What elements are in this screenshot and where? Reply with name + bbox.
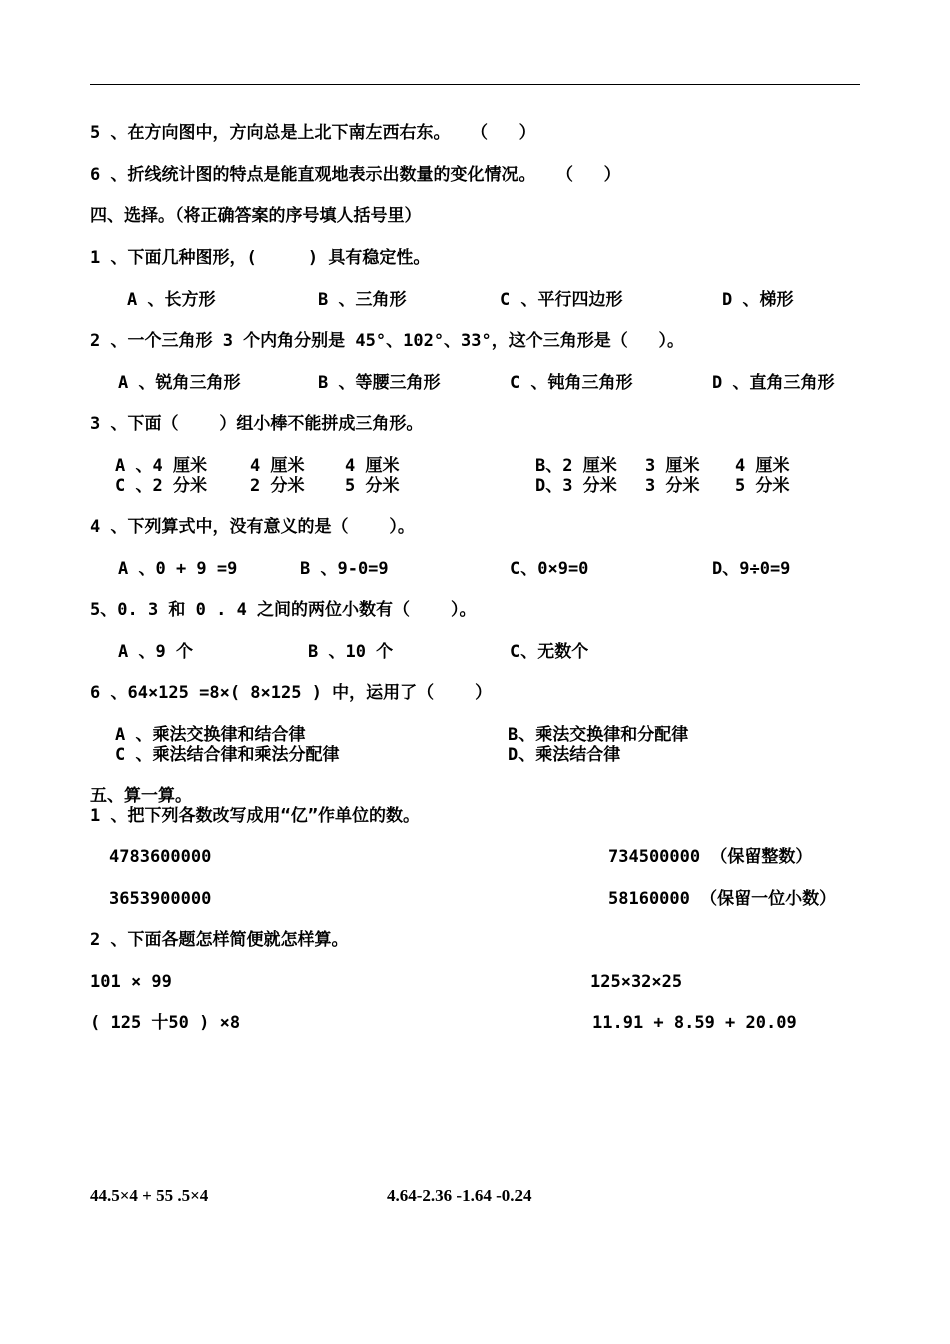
calc-question-1: 1 、把下列各数改写成用“亿”作单位的数。: [90, 806, 420, 826]
mc5-option-c: C、无数个: [510, 642, 589, 662]
mc1-option-a: A 、长方形: [127, 290, 216, 310]
mc2-option-d: D 、直角三角形: [712, 373, 835, 393]
mc-question-2: 2 、一个三角形 3 个内角分别是 45°、102°、33°，这个三角形是（ ）。: [90, 331, 684, 351]
mc3-option-d-len2: 3 分米: [645, 476, 700, 496]
mc1-option-c: C 、平行四边形: [500, 290, 623, 310]
mc3-option-c-len3: 5 分米: [345, 476, 400, 496]
expression-4: 11.91 + 8.59 + 20.09: [592, 1013, 797, 1033]
expression-1: 101 × 99: [90, 972, 172, 992]
section-4-title: 四、选择。（将正确答案的序号填人括号里）: [90, 206, 422, 226]
mc3-option-b-len3: 4 厘米: [735, 456, 790, 476]
number-4: 58160000 （保留一位小数）: [608, 889, 837, 909]
mc-question-3: 3 、下面（ ）组小棒不能拼成三角形。: [90, 414, 424, 434]
mc4-option-b: B 、9-0=9: [300, 559, 389, 579]
mc3-option-a-len3: 4 厘米: [345, 456, 400, 476]
mc2-option-a: A 、锐角三角形: [118, 373, 241, 393]
mc4-option-c: C、0×9=0: [510, 559, 589, 579]
tf-question-5: 5 、在方向图中，方向总是上北下南左西右东。 （ ）: [90, 123, 536, 143]
mc3-option-c: C 、2 分米: [115, 476, 207, 496]
mc5-option-a: A 、9 个: [118, 642, 193, 662]
calc-question-2: 2 、下面各题怎样简便就怎样算。: [90, 930, 349, 950]
mc3-option-c-len2: 2 分米: [250, 476, 305, 496]
mc2-option-b: B 、等腰三角形: [318, 373, 441, 393]
header-rule: [90, 84, 860, 85]
tf-question-6: 6 、折线统计图的特点是能直观地表示出数量的变化情况。 （ ）: [90, 165, 621, 185]
mc1-option-b: B 、三角形: [318, 290, 407, 310]
mc6-option-b: B、乘法交换律和分配律: [508, 725, 689, 745]
expression-5: 44.5×4 + 55 .5×4: [90, 1186, 209, 1205]
mc-question-4: 4 、下列算式中，没有意义的是（ ）。: [90, 517, 415, 537]
mc3-option-a-len2: 4 厘米: [250, 456, 305, 476]
mc3-option-d: D、3 分米: [535, 476, 617, 496]
number-2: 734500000 （保留整数）: [608, 847, 813, 867]
mc3-option-d-len3: 5 分米: [735, 476, 790, 496]
mc4-option-d: D、9÷0=9: [712, 559, 791, 579]
mc3-option-b-len2: 3 厘米: [645, 456, 700, 476]
mc5-option-b: B 、10 个: [308, 642, 394, 662]
mc6-option-c: C 、乘法结合律和乘法分配律: [115, 745, 340, 765]
mc-question-1: 1 、下面几种图形，( ) 具有稳定性。: [90, 248, 431, 268]
mc2-option-c: C 、钝角三角形: [510, 373, 633, 393]
section-5-title: 五、算一算。: [90, 786, 192, 806]
mc4-option-a: A 、0 + 9 =9: [118, 559, 238, 579]
expression-3: ( 125 十50 ) ×8: [90, 1013, 241, 1033]
mc6-option-d: D、乘法结合律: [508, 745, 621, 765]
number-1: 4783600000: [109, 847, 212, 867]
mc6-option-a: A 、乘法交换律和结合律: [115, 725, 306, 745]
mc-question-5: 5、0. 3 和 0 . 4 之间的两位小数有（ ）。: [90, 600, 477, 620]
mc-question-6: 6 、64×125 =8×( 8×125 ) 中，运用了（ ）: [90, 683, 493, 703]
mc3-option-a: A 、4 厘米: [115, 456, 207, 476]
expression-6: 4.64-2.36 -1.64 -0.24: [387, 1186, 532, 1205]
mc3-option-b: B、2 厘米: [535, 456, 617, 476]
number-3: 3653900000: [109, 889, 212, 909]
expression-2: 125×32×25: [590, 972, 683, 992]
mc1-option-d: D 、梯形: [722, 290, 794, 310]
